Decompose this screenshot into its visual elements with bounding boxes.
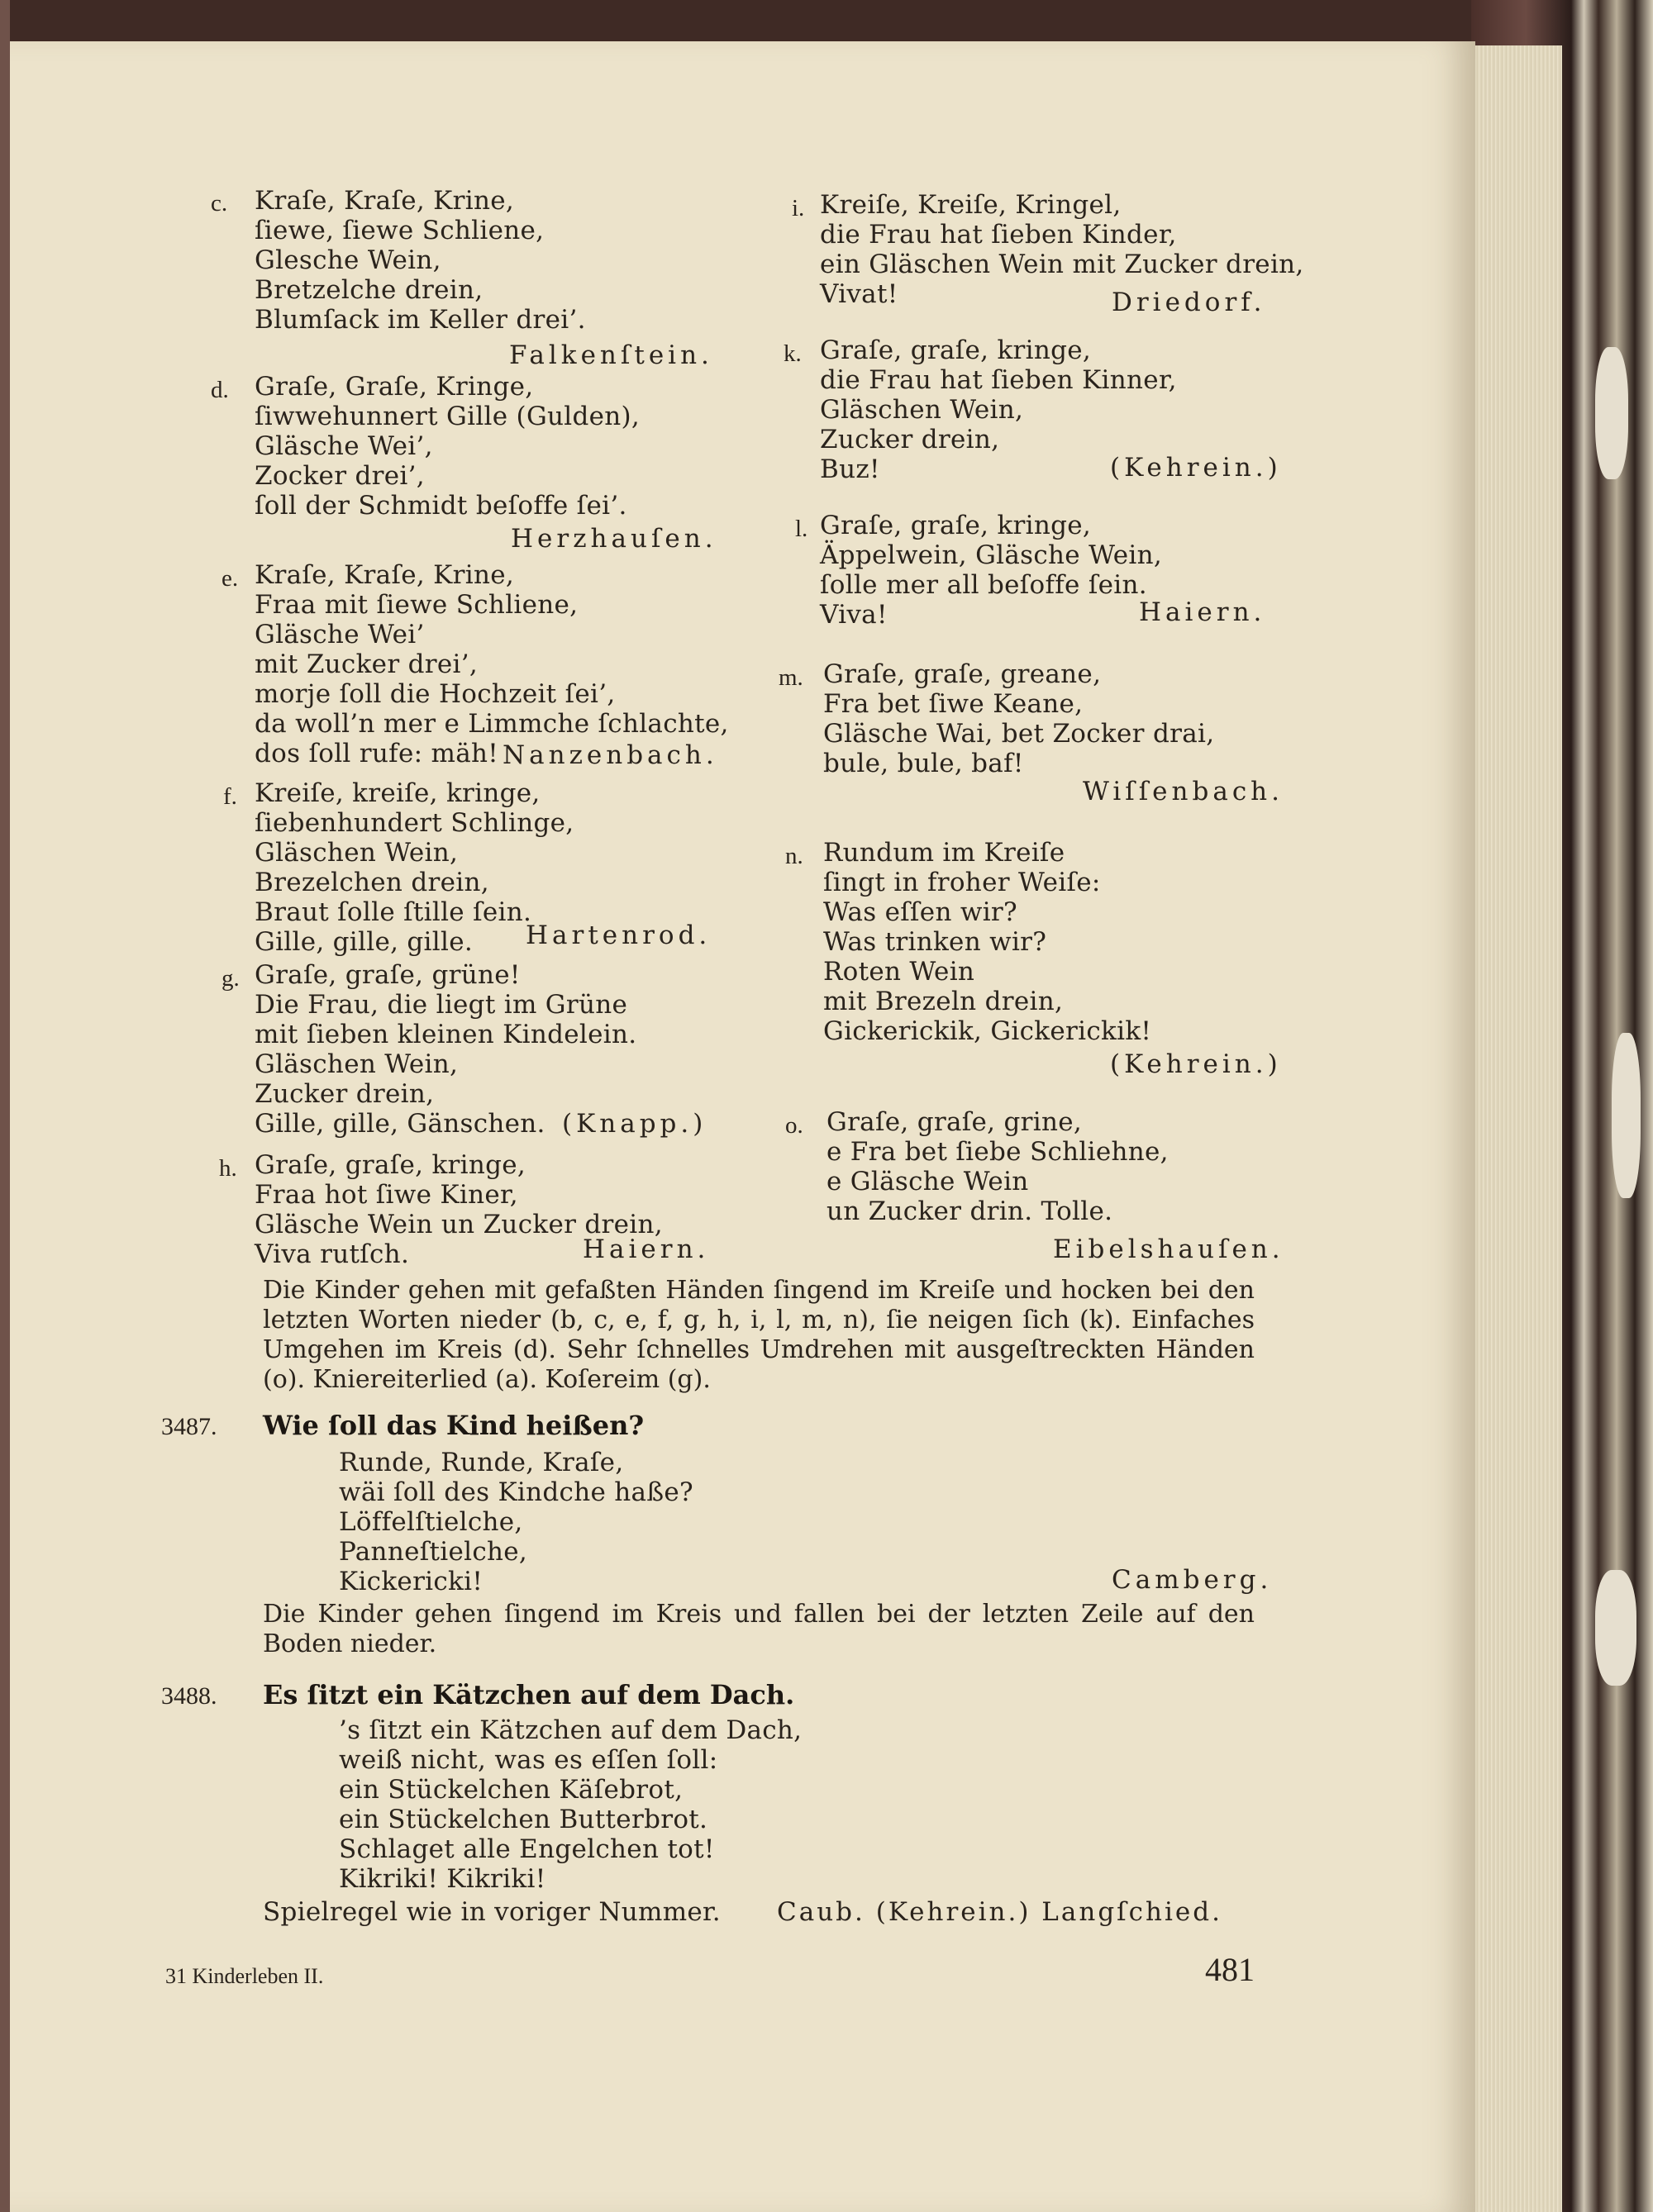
stanza-lines: Kreiſe, Kreiſe, Kringel, die Frau hat ſieben Kinder, ein Gläschen Wein mit Zucker drein, Vivat! bbox=[820, 190, 1304, 309]
stanza-place: Hartenrod. bbox=[526, 920, 712, 950]
stanza-place: Driedorf. bbox=[1112, 288, 1266, 317]
stanza-label: e. bbox=[222, 565, 239, 592]
stanza-lines: Graſe, Graſe, Kringe, ſiwwehunnert Gille (Gulden), Gläsche Wei’, Zocker drei’, ſoll der Schmidt beſoffe ſei’. bbox=[255, 372, 641, 521]
stanza-lines: Graſe, graſe, greane, Fra bet ſiwe Keane, Gläsche Wai, bet Zocker drai, bule, bule, baf! bbox=[823, 659, 1215, 778]
song-place: Camberg. bbox=[1112, 1565, 1273, 1595]
rules-paragraph: Die Kinder gehen mit gefaßten Händen ſingend im Kreiſe und hocken bei den letzten Worten nieder (b, c, e, f, g, h, i, l, m, n), ſie neigen ſich (k). Einfaches Umgehen im Kreis (d). Sehr ſchnelles Umdrehen mit ausgeſtreckten Händen (o). Kniereiterlied (a). Koſereim (g). bbox=[263, 1276, 1255, 1394]
song-number: 3488. bbox=[161, 1682, 217, 1710]
stanza-lines: Kreiſe, kreiſe, kringe, ſiebenhundert Schlinge, Gläschen Wein, Brezelchen drein, Braut ſolle ſtille ſein. Gille, gille, gille. bbox=[255, 778, 574, 957]
stanza-lines: Graſe, graſe, grine, e Fra bet ſiebe Schliehne, e Gläsche Wein un Zucker drin. Tolle. bbox=[826, 1107, 1169, 1226]
stanza-label: g. bbox=[222, 965, 240, 992]
song-lines: Runde, Runde, Kraſe, wäi ſoll des Kindche haße? Löffelſtielche, Panneſtielche, Kickericki! bbox=[339, 1448, 693, 1596]
stanza-place: Wiſſenbach. bbox=[1083, 777, 1284, 806]
stanza-label: o. bbox=[785, 1112, 803, 1139]
stanza-place: Eibelshauſen. bbox=[1053, 1234, 1284, 1264]
stanza-place: (Kehrein.) bbox=[1110, 453, 1282, 483]
stanza-place: Nanzenbach. bbox=[503, 740, 718, 770]
stanza-label: h. bbox=[219, 1155, 237, 1182]
stanza-label: i. bbox=[792, 195, 805, 221]
stanza-place: Falkenſtein. bbox=[509, 340, 713, 370]
stanza-label: c. bbox=[211, 190, 228, 216]
stanza-lines: Graſe, graſe, grüne! Die Frau, die liegt im Grüne mit ſieben kleinen Kindelein. Gläschen Wein, Zucker drein, Gille, gille, Gänschen. bbox=[255, 960, 637, 1139]
stanza-label: k. bbox=[784, 340, 802, 367]
stanza-lines: Graſe, graſe, kringe, Äppelwein, Gläsche Wein, ſolle mer all beſoffe ſein. Viva! bbox=[820, 511, 1163, 630]
stanza-lines: Kraſe, Kraſe, Krine, Fraa mit ſiewe Schliene, Gläsche Wei’ mit Zucker drei’, morje ſoll die Hochzeit ſei’, da woll’n mer e Limmche ſchlachte, dos ſoll rufe: mäh! bbox=[255, 560, 729, 768]
song-note: Spielregel wie in voriger Nummer. bbox=[263, 1897, 721, 1927]
song-note: Die Kinder gehen ſingend im Kreis und fallen bei der letzten Zeile auf den Boden nieder. bbox=[263, 1600, 1255, 1658]
stanza-lines: Kraſe, Kraſe, Krine, ſiewe, ſiewe Schliene, Glesche Wein, Bretzelche drein, Blumſack im Keller drei’. bbox=[255, 186, 586, 335]
stanza-label: d. bbox=[211, 377, 229, 403]
stanza-lines: Graſe, graſe, kringe, Fraa hot ſiwe Kiner, Gläsche Wein un Zucker drein, Viva rutſch. bbox=[255, 1150, 663, 1269]
signature-mark: 31 Kinderleben II. bbox=[165, 1964, 324, 1988]
stanza-label: l. bbox=[795, 516, 808, 542]
book-top-edge bbox=[0, 0, 1570, 43]
page-stack-edge bbox=[1471, 45, 1562, 2212]
song-title: Es ſitzt ein Kätzchen auf dem Dach. bbox=[263, 1679, 795, 1710]
stanza-place: (Kehrein.) bbox=[1110, 1049, 1282, 1079]
song-number: 3487. bbox=[161, 1413, 217, 1440]
page-number: 481 bbox=[1205, 1951, 1255, 1988]
stanza-place: Haiern. bbox=[583, 1234, 710, 1264]
song-lines: ’s ſitzt ein Kätzchen auf dem Dach, weiß nicht, was es eſſen ſoll: ein Stückelchen Käſebrot, ein Stückelchen Butterbrot. Schlaget alle Engelchen tot! Kikriki! Kikriki! bbox=[339, 1715, 803, 1894]
stanza-label: n. bbox=[785, 843, 803, 869]
stanza-lines: Graſe, graſe, kringe, die Frau hat ſieben Kinner, Gläschen Wein, Zucker drein, Buz! bbox=[820, 335, 1177, 484]
song-title: Wie ſoll das Kind heißen? bbox=[263, 1410, 645, 1441]
stanza-lines: Rundum im Kreiſe ſingt in froher Weiſe: Was eſſen wir? Was trinken wir? Roten Wein mit Brezeln drein, Gickerickik, Gickerickik! bbox=[823, 838, 1152, 1046]
stanza-place: Herzhauſen. bbox=[511, 524, 717, 554]
stanza-place: (Knapp.) bbox=[562, 1109, 707, 1139]
stanza-place: Haiern. bbox=[1139, 597, 1266, 627]
song-place: Caub. (Kehrein.) Langſchied. bbox=[777, 1897, 1222, 1927]
stanza-label: f. bbox=[223, 783, 237, 810]
stanza-label: m. bbox=[779, 664, 803, 691]
book-binding-edge bbox=[0, 0, 10, 2212]
